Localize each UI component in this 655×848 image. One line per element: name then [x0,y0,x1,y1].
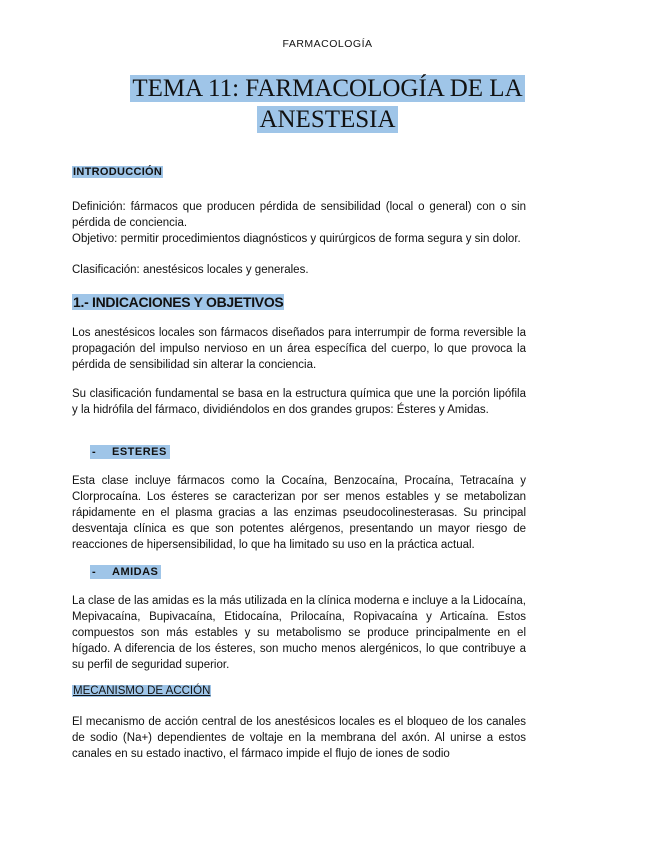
section-1-paragraph-1: Los anestésicos locales son fármacos diseñados para interrumpir de forma reversible la propagación del impulso nervioso en un área específica del cuerpo, lo que provoca la pérdida de sensibilidad sin alterar la conciencia. [72,327,526,371]
amidas-heading-text: AMIDAS [112,566,159,578]
page-header: FARMACOLOGÍA [282,38,373,50]
section-1-paragraph-2: Su clasificación fundamental se basa en la estructura química que une la porción lipófila y la hidrófila del fármaco, dividiéndolos en dos grandes grupos: Ésteres y Amidas. [72,388,526,416]
title-line-2 [0,104,655,135]
title-line-1 [0,73,655,104]
esteres-heading-text: ESTERES [112,446,167,458]
intro-classification: Clasificación: anestésicos locales y generales. [72,264,309,276]
mecanismo-paragraph: El mecanismo de acción central de los anestésicos locales es el bloqueo de los canales de sodio (Na+) dependientes de voltaje en la membrana del axón. Al unirse a estos canales en su estado inactivo, el fármaco impide el flujo de iones de sodio [72,716,526,760]
esteres-bullet: - [92,446,97,458]
title-text-2: ANESTESIA [259,106,396,133]
intro-objective: Objetivo: permitir procedimientos diagnósticos y quirúrgicos de forma segura y sin dolor. [72,233,521,245]
section-1-heading: 1.- INDICACIONES Y OBJETIVOS [73,294,284,310]
esteres-paragraph: Esta clase incluye fármacos como la Cocaína, Benzocaína, Procaína, Tetracaína y Clorprocaína. Los ésteres se caracterizan por ser menos estables y se metabolizan rápidamente en el plasma gracias a las enzimas pseudocolinesterasas. Su principal desventaja clínica es que son potentes alérgenos, presentando un mayor riesgo de reacciones de hipersensibilidad, lo que ha limitado su uso en la práctica actual. [72,475,526,551]
amidas-paragraph: La clase de las amidas es la más utilizada en la clínica moderna e incluye a la Lidocaína, Mepivacaína, Bupivacaína, Etidocaína, Prilocaína, Ropivacaína y Articaína. Estos compuestos son más estables y su metabolismo se produce principalmente en el hígado. A diferencia de los ésteres, son mucho menos alergénicos, lo que contribuye a su perfil de seguridad superior. [72,595,526,671]
amidas-bullet: - [92,566,97,578]
mecanismo-heading: MECANISMO DE ACCIÓN [73,685,211,697]
esteres-heading [90,445,170,459]
intro-definition: Definición: fármacos que producen pérdida de sensibilidad (local o general) con o sin pérdida de conciencia. [72,201,526,229]
title-text-1: TEMA 11: FARMACOLOGÍA DE LA [132,75,523,102]
amidas-heading [90,565,161,579]
intro-heading: INTRODUCCIÓN [73,166,163,178]
